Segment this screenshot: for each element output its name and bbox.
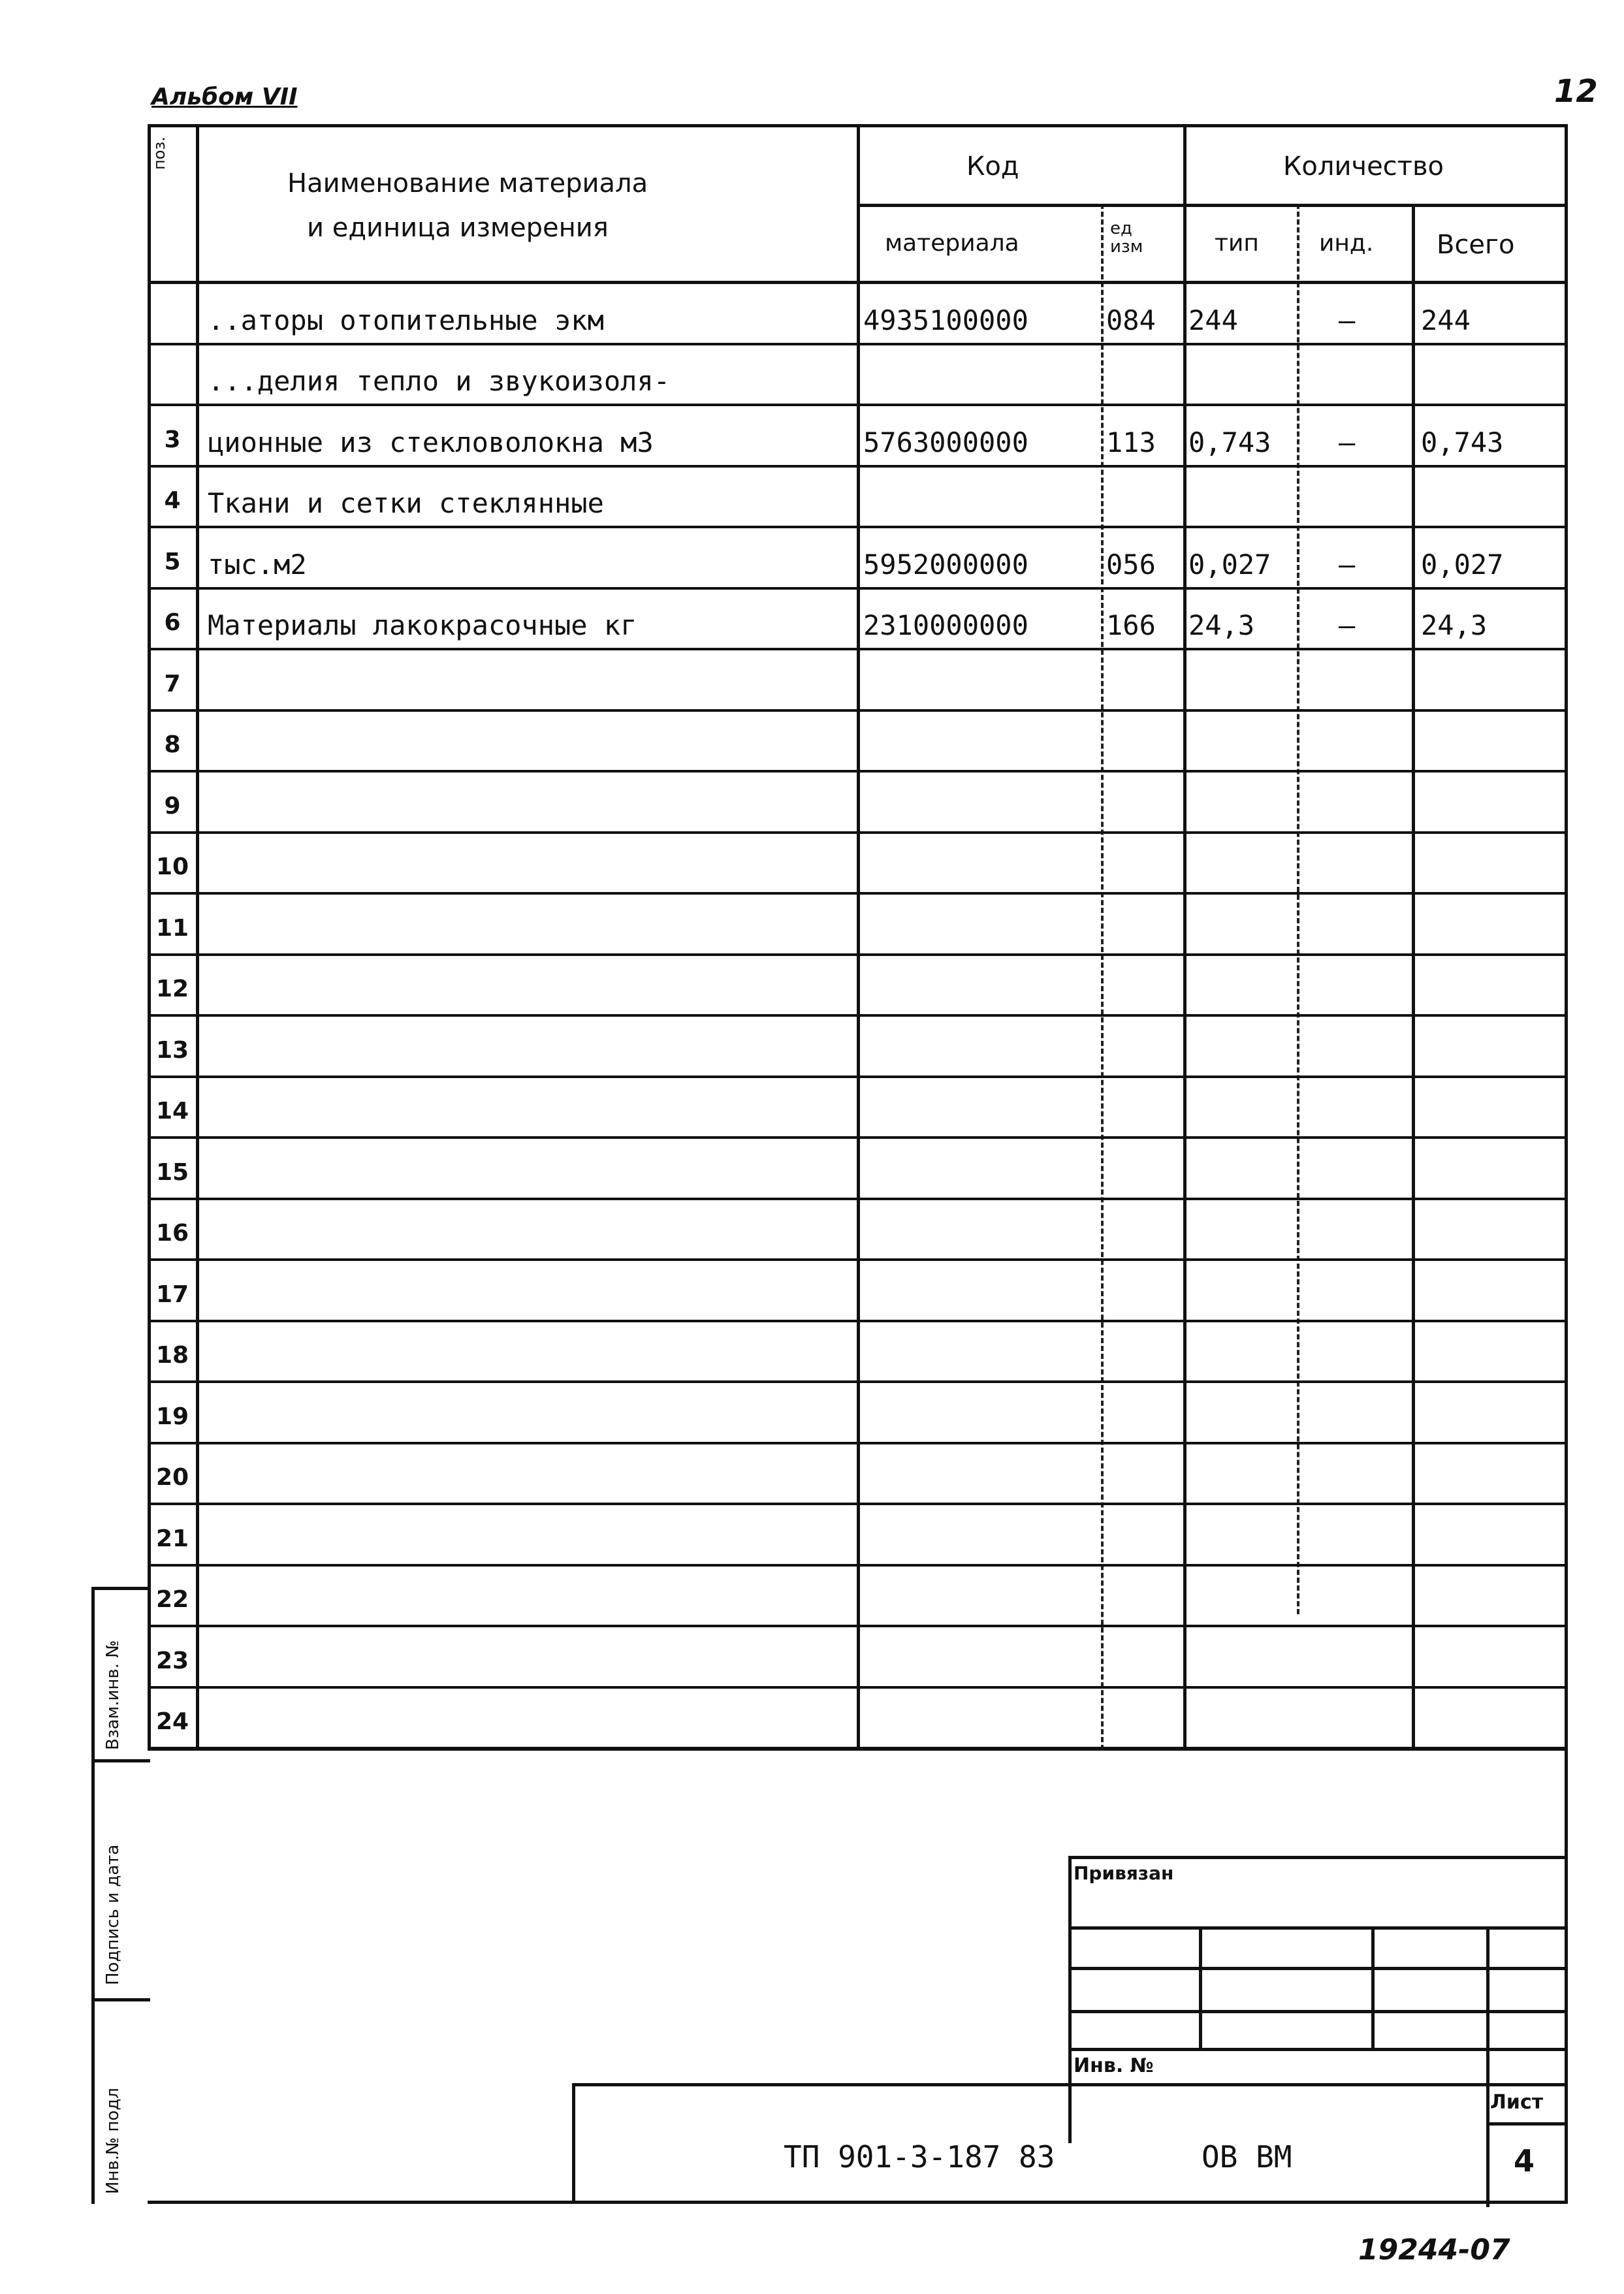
row-number: 14 <box>155 1098 189 1124</box>
inv-no-label: Инв. № <box>1074 2054 1154 2077</box>
material-name: ..аторы отопительные экм <box>208 304 604 336</box>
row-number: 22 <box>155 1586 189 1613</box>
col-qty-total-header: Всего <box>1437 230 1515 260</box>
row-number: 17 <box>155 1281 189 1308</box>
qty-total: 0,743 <box>1421 426 1504 458</box>
row-number: 4 <box>164 487 181 514</box>
col-qty-tip-header: тип <box>1215 230 1259 257</box>
qty-total: 24,3 <box>1421 609 1488 641</box>
vzam-inv-label: Взам.инв. № <box>103 1640 123 1750</box>
album-label: Альбом VII <box>151 84 298 110</box>
material-code: 5952000000 <box>863 548 1028 581</box>
sheet-label: Лист <box>1490 2091 1544 2114</box>
qty-ind: – <box>1339 304 1356 336</box>
page-number: 12 <box>1554 73 1598 110</box>
row-number: 23 <box>155 1647 189 1674</box>
material-name: тыс.м2 <box>208 548 307 581</box>
row-number: 24 <box>155 1708 189 1735</box>
col-code-group-header: Код <box>966 151 1019 182</box>
qty-total: 244 <box>1421 304 1471 336</box>
qty-tip: 0,027 <box>1188 548 1271 581</box>
qty-tip: 24,3 <box>1188 609 1255 641</box>
col-name-header-line2: и единица измерения <box>307 213 609 243</box>
row-number: 9 <box>164 792 181 820</box>
row-number: 6 <box>164 609 181 636</box>
material-name: Материалы лакокрасочные кг <box>208 609 637 641</box>
row-number: 8 <box>164 731 181 758</box>
row-number: 20 <box>155 1464 189 1491</box>
row-number: 18 <box>155 1342 189 1369</box>
col-code-unit-header: ед изм <box>1110 219 1143 257</box>
col-qty-ind-header: инд. <box>1319 230 1374 257</box>
privyazan-label: Привязан <box>1074 1862 1174 1884</box>
material-name: ...делия тепло и звукоизоля- <box>208 365 671 397</box>
material-name: Ткани и сетки стеклянные <box>208 487 604 519</box>
qty-ind: – <box>1339 548 1356 581</box>
col-qty-group-header: Количество <box>1283 151 1444 182</box>
row-number: 15 <box>155 1158 189 1186</box>
row-number: 11 <box>155 914 189 942</box>
col-code-material-header: материала <box>885 230 1019 257</box>
col-row-header: поз. <box>150 136 168 170</box>
unit-code: 166 <box>1106 609 1156 641</box>
qty-ind: – <box>1339 426 1356 458</box>
footer-code: 19244-07 <box>1358 2233 1510 2267</box>
material-code: 4935100000 <box>863 304 1028 336</box>
row-number: 7 <box>164 670 181 697</box>
row-number: 13 <box>155 1036 189 1064</box>
row-number: 5 <box>164 548 181 575</box>
row-number: 19 <box>155 1403 189 1430</box>
row-number: 16 <box>155 1220 189 1247</box>
sheet-number: 4 <box>1514 2143 1535 2178</box>
material-code: 5763000000 <box>863 426 1028 458</box>
document-section: ОВ ВМ <box>1202 2139 1292 2175</box>
qty-tip: 0,743 <box>1188 426 1271 458</box>
unit-code: 056 <box>1106 548 1156 581</box>
qty-total: 0,027 <box>1421 548 1504 581</box>
unit-code: 113 <box>1106 426 1156 458</box>
inv-podl-label: Инв.№ подл <box>103 2088 123 2194</box>
podpis-data-label: Подпись и дата <box>103 1844 123 1985</box>
row-number: 10 <box>155 853 189 880</box>
row-number: 3 <box>164 426 181 453</box>
qty-tip: 244 <box>1188 304 1238 336</box>
row-number: 12 <box>155 976 189 1002</box>
qty-ind: – <box>1339 609 1356 641</box>
unit-code: 084 <box>1106 304 1156 336</box>
material-name: ционные из стекловолокна м3 <box>208 426 654 458</box>
document-designation: ТП 901-3-187 83 <box>784 2139 1055 2175</box>
col-name-header-line1: Наименование материала <box>287 168 648 199</box>
material-code: 2310000000 <box>863 609 1028 641</box>
row-number: 21 <box>155 1525 189 1552</box>
